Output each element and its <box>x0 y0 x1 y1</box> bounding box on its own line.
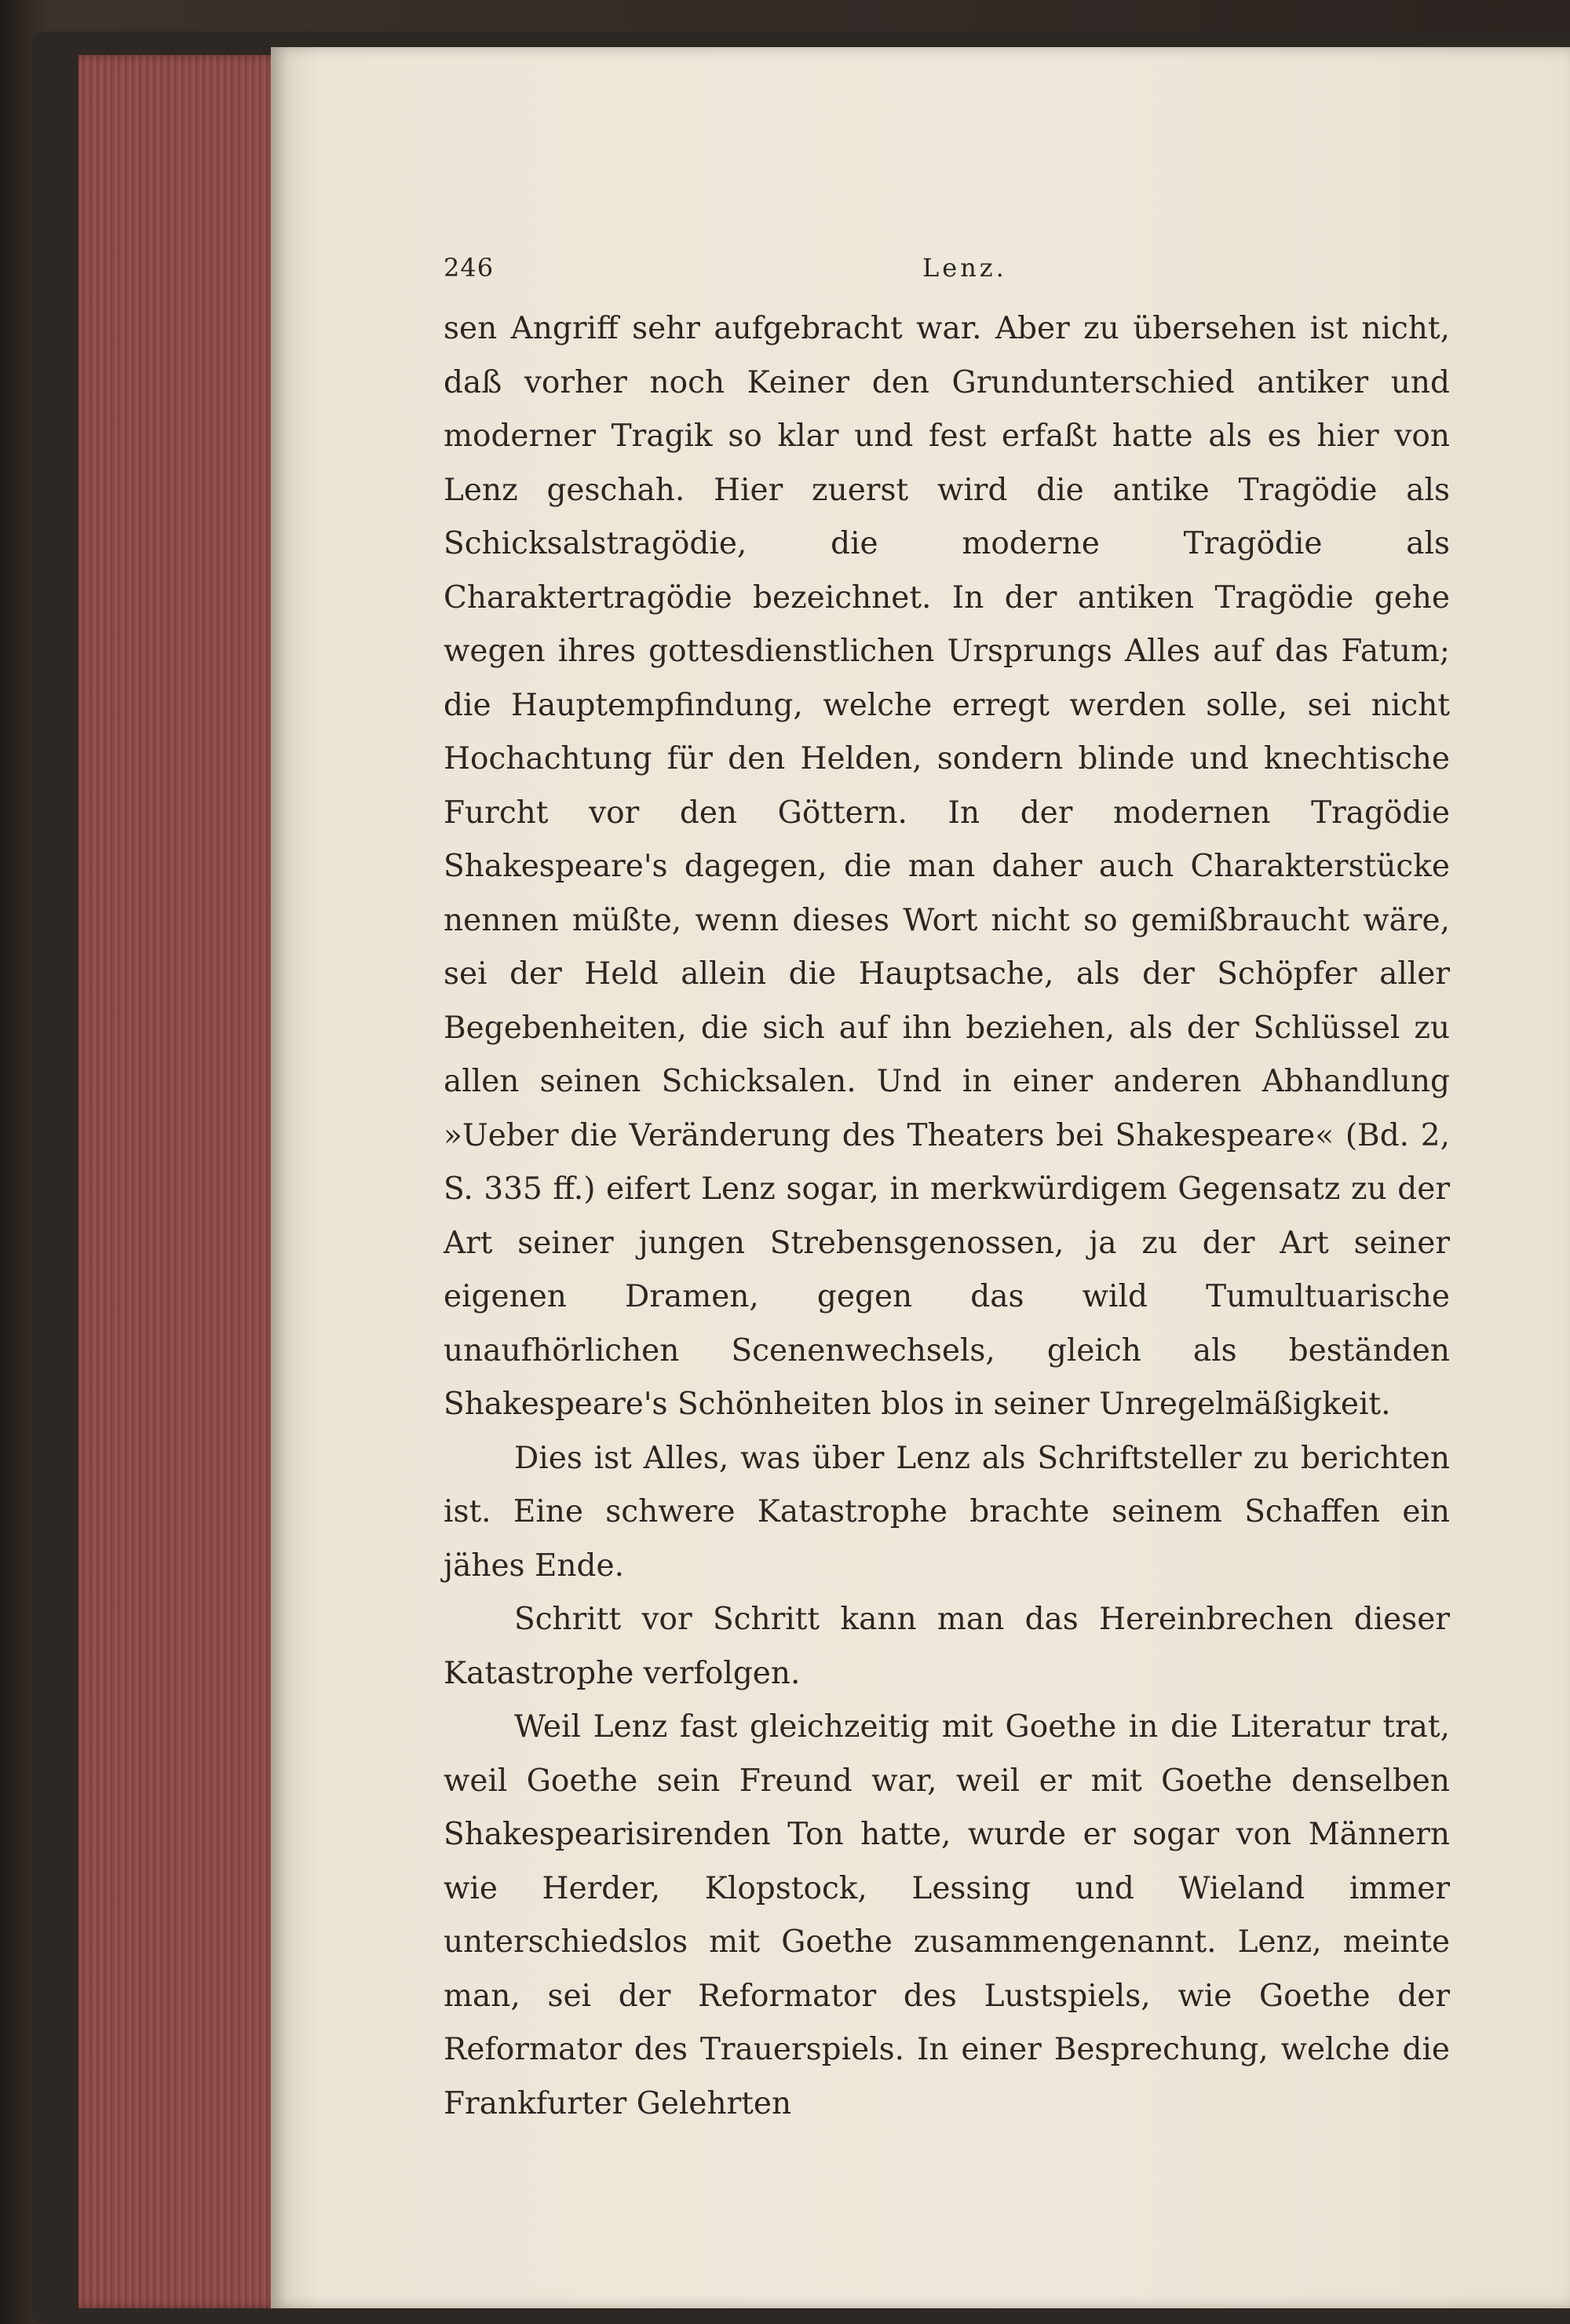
running-head <box>444 253 1425 284</box>
page-number: 246 <box>444 253 495 283</box>
book-page <box>271 47 1570 2308</box>
paragraph-3: Schritt vor Schritt kann man das Hereinbrechen dieser Katastrophe verfolgen. <box>444 1602 1450 1691</box>
page-edges <box>78 55 283 2308</box>
paragraph-1: sen Angriff sehr aufgebracht war. Aber zu übersehen ist nicht, daß vorher noch Keiner den Grundunterschied antiker und moderner Tragik so klar und fest erfaßt hatte als es hier von Lenz geschah. Hier zuerst wird die antike Tragödie als Schicksalstragödie, die moderne Tragödie als Charaktertragödie bezeichnet. In der antiken Tragödie gehe wegen ihres gottesdienstlichen Ursprungs Alles auf das Fatum; die Hauptempfindung, welche erregt werden solle, sei nicht Hochachtung für den Helden, sondern blinde und knechtische Furcht vor den Göttern. In der modernen Tragödie Shakespeare's dagegen, die man daher auch Charakterstücke nennen müßte, wenn dieses Wort nicht so gemißbraucht wäre, sei der Held allein die Hauptsache, als der Schöpfer aller Begebenheiten, die sich auf ihn beziehen, als der Schlüssel zu allen seinen Schicksalen. Und in einer anderen Abhandlung »Ueber die Veränderung des Theaters bei Shakespeare« (Bd. 2, S. 335 ff.) eifert Lenz sogar, in merkwürdigem Gegensatz zu der Art seiner jungen Strebensgenossen, ja zu der Art seiner eigenen Dramen, gegen das wild Tumultuarische unaufhörlichen Scenenwechsels, gleich als beständen Shakespeare's Schönheiten blos in seiner Unregelmäßigkeit. <box>444 311 1450 1422</box>
running-title: Lenz. <box>922 253 1007 283</box>
paragraph-4: Weil Lenz fast gleichzeitig mit Goethe in die Literatur trat, weil Goethe sein Freund war, weil er mit Goethe denselben Shakespearisirenden Ton hatte, wurde er sogar von Männern wie Herder, Klopstock, Lessing und Wieland immer unterschiedslos mit Goethe zusammengenannt. Lenz, meinte man, sei der Reformator des Lustspiels, wie Goethe der Reformator des Trauerspiels. In einer Besprechung, welche die Frankfurter Gelehrten <box>444 1709 1450 2121</box>
paragraph-2: Dies ist Alles, was über Lenz als Schriftsteller zu berichten ist. Eine schwere Katastrophe brachte seinem Schaffen ein jähes Ende. <box>444 1440 1450 1584</box>
body-text <box>444 302 1450 2131</box>
